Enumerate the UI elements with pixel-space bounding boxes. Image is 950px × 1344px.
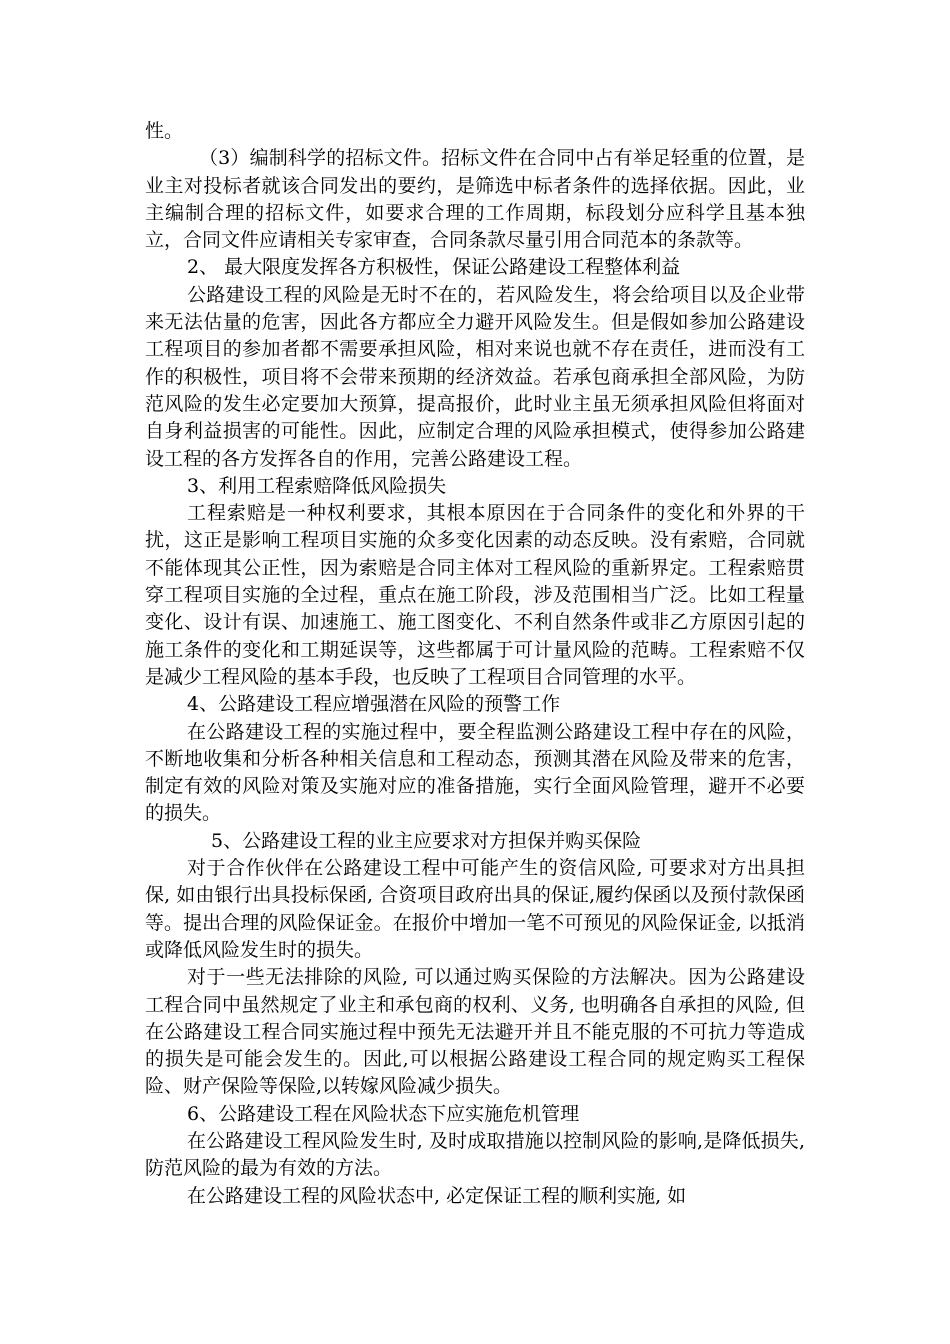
section-heading-4: 4、公路建设工程应增强潜在风险的预警工作 <box>187 693 561 716</box>
paragraph-6: 对于合作伙伴在公路建设工程中可能产生的资信风险, 可要求对方出具担保, 如由银行出具投标保函, 合资项目政府出具的保证,履约保函以及预付款保函等。提出合理的风险保证金。在报价中增加一笔不可预见的风险保证金, 以抵消或降低风险发生时的损失。 <box>145 857 805 961</box>
paragraph-9: 在公路建设工程的风险状态中, 必定保证工程的顺利实施, 如 <box>187 1184 687 1207</box>
paragraph-1: 性。 <box>145 120 184 142</box>
document-body <box>145 118 805 1210</box>
paragraph-8: 在公路建设工程风险发生时, 及时成取措施以控制风险的影响,是降低损失, 防范风险的最为有效的方法。 <box>145 1129 805 1180</box>
paragraph-2: （3）编制科学的招标文件。招标文件在合同中占有举足轻重的位置，是业主对投标者就该合同发出的要约，是筛选中标者条件的选择依据。因此，业主编制合理的招标文件，如要求合理的工作周期，标段划分应科学且基本独立，合同文件应请相关专家审查，合同条款尽量引用合同范本的条款等。 <box>145 147 805 252</box>
section-heading-5: 5、公路建设工程的业主应要求对方担保并购买保险 <box>211 829 642 852</box>
paragraph-4: 工程索赔是一种权利要求，其根本原因在于合同条件的变化和外界的干扰，这正是影响工程项目实施的众多变化因素的动态反映。没有索赔，合同就不能体现其公正性，因为索赔是合同主体对工程风险的重新界定。工程索赔贯穿工程项目实施的全过程，重点在施工阶段，涉及范围相当广泛。比如工程量变化、设计有误、加速施工、施工图变化、不利自然条件或非乙方原因引起的施工条件的变化和工期延误等，这些都属于可计量风险的范畴。工程索赔不仅是减少工程风险的基本手段，也反映了工程项目合同管理的水平。 <box>145 502 805 688</box>
paragraph-3: 公路建设工程的风险是无时不在的，若风险发生，将会给项目以及企业带来无法估量的危害，因此各方都应全力避开风险发生。但是假如参加公路建设工程项目的参加者都不需要承担风险，相对来说也就不存在责任，进而没有工作的积极性，项目将不会带来预期的经济效益。若承包商承担全部风险，为防范风险的发生必定要加大预算，提高报价，此时业主虽无须承担风险但将面对自身利益损害的可能性。因此，应制定合理的风险承担模式，使得参加公路建设工程的各方发挥各自的作用，完善公路建设工程。 <box>145 283 805 470</box>
section-heading-2: 2、 最大限度发挥各方积极性，保证公路建设工程整体利益 <box>187 256 681 279</box>
paragraph-5: 在公路建设工程的实施过程中，要全程监测公路建设工程中存在的风险，不断地收集和分析各种相关信息和工程动态，预测其潜在风险及带来的危害，制定有效的风险对策及实施对应的准备措施，实行全面风险管理，避开不必要的损失。 <box>145 720 805 825</box>
paragraph-7: 对于一些无法排除的风险, 可以通过购买保险的方法解决。因为公路建设工程合同中虽然规定了业主和承包商的权利、义务, 也明确各自承担的风险, 但在公路建设工程合同实施过程中预先无法避开并且不能克服的不可抗力等造成的损失是可能会发生的。因此,可以根据公路建设工程合同的规定购买工程保险、财产保险等保险,以转嫁风险减少损失。 <box>145 966 805 1098</box>
section-heading-3: 3、利用工程索赔降低风险损失 <box>187 474 447 497</box>
section-heading-6: 6、公路建设工程在风险状态下应实施危机管理 <box>187 1102 580 1125</box>
